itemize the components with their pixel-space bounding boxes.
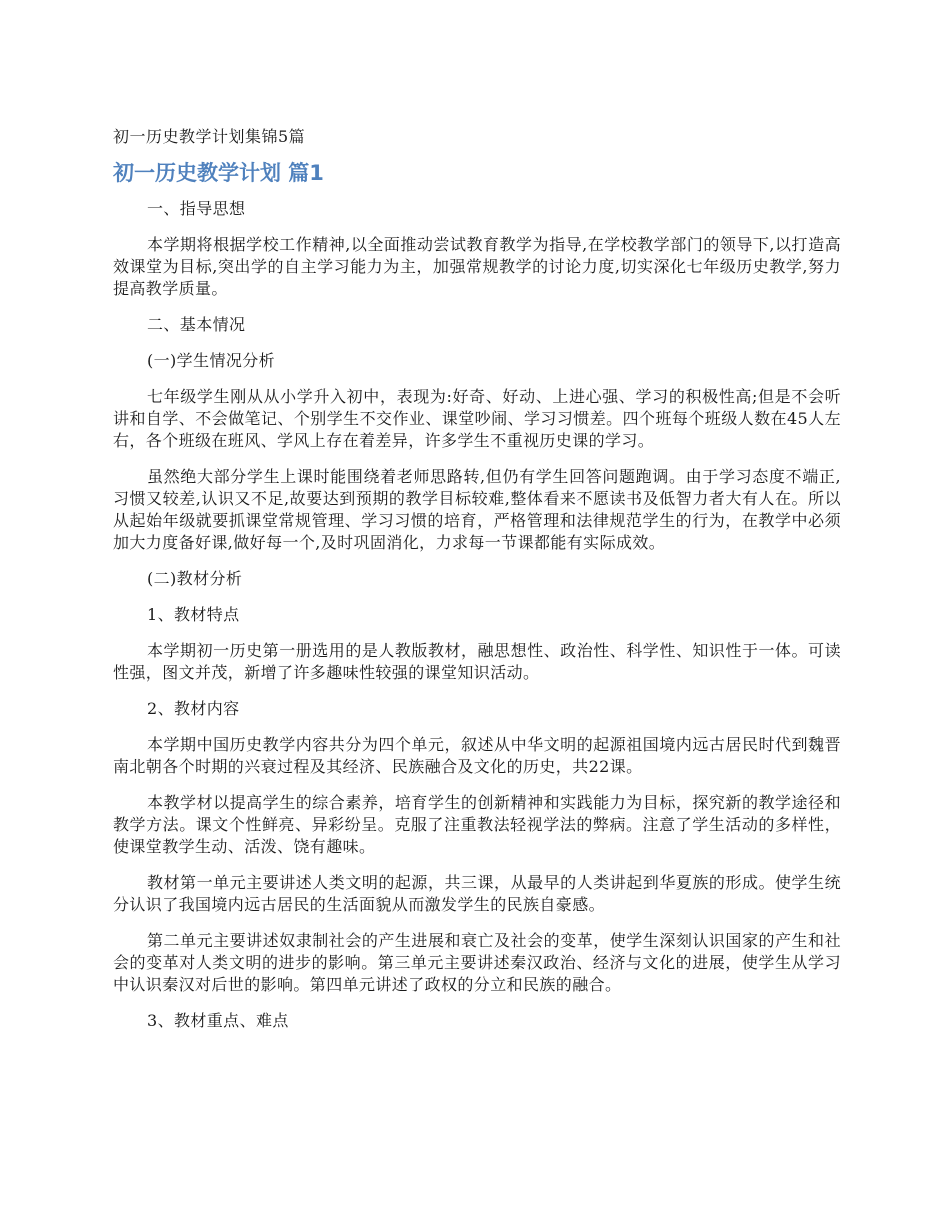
paragraph-textbook-content-2: 本教学材以提高学生的综合素养，培育学生的创新精神和实践能力为目标，探究新的教学途径和教学方法。课文个性鲜亮、异彩纷呈。克服了注重教法轻视学法的弊病。注意了学生活动的多样性，使课堂教学生动、活泼、饶有趣味。: [113, 793, 841, 856]
paragraph-textbook-content-1: 本学期中国历史教学内容共分为四个单元，叙述从中华文明的起源祖国境内远古居民时代到魏晋南北朝各个时期的兴衰过程及其经济、民族融合及文化的历史，共22课。: [113, 735, 841, 776]
heading-basic-situation: 二、基本情况: [147, 315, 246, 334]
paragraph-textbook-content-3: 教材第一单元主要讲述人类文明的起源，共三课，从最早的人类讲起到华夏族的形成。使学生统分认识了我国境内远古居民的生活面貌从而激发学生的民族自豪感。: [113, 873, 841, 914]
paragraph-textbook-content-4: 第二单元主要讲述奴隶制社会的产生进展和衰亡及社会的变革，使学生深刻认识国家的产生和社会的变革对人类文明的进步的影响。第三单元主要讲述秦汉政治、经济与文化的进展，使学生从学习中认识秦汉对后世的影响。第四单元讲述了政权的分立和民族的融合。: [113, 931, 841, 994]
paragraph-student-analysis-1: 七年级学生刚从从小学升入初中，表现为:好奇、好动、上进心强、学习的积极性高;但是不会听讲和自学、不会做笔记、个别学生不交作业、课堂吵闹、学习习惯差。四个班每个班级人数在45人左右，各个班级在班风、学风上存在着差异，许多学生不重视历史课的学习。: [113, 387, 841, 450]
heading-guiding-ideology: 一、指导思想: [147, 199, 246, 218]
section-heading: 初一历史教学计划 篇1: [113, 161, 324, 185]
heading-student-analysis: (一)学生情况分析: [147, 351, 276, 370]
paragraph-student-analysis-2: 虽然绝大部分学生上课时能围绕着老师思路转,但仍有学生回答问题跑调。由于学习态度不端正,习惯又较差,认识又不足,故要达到预期的教学目标较难,整体看来不愿读书及低智力者大有人在。所以从起始年级就要抓课堂常规管理、学习习惯的培育，严格管理和法律规范学生的行为，在教学中必须加大力度备好课,做好每一个,及时巩固消化，力求每一节课都能有实际成效。: [113, 467, 841, 552]
heading-textbook-analysis: (二)教材分析: [147, 569, 243, 588]
heading-key-points: 3、教材重点、难点: [147, 1011, 289, 1030]
heading-textbook-features: 1、教材特点: [147, 605, 240, 624]
document-page: [113, 124, 841, 1046]
heading-textbook-content: 2、教材内容: [147, 699, 240, 718]
paragraph-textbook-features: 本学期初一历史第一册选用的是人教版教材，融思想性、政治性、科学性、知识性于一体。可读性强，图文并茂，新增了许多趣味性较强的课堂知识活动。: [113, 641, 841, 682]
document-title: 初一历史教学计划集锦5篇: [113, 127, 306, 146]
paragraph-guiding-ideology: 本学期将根据学校工作精神,以全面推动尝试教育教学为指导,在学校教学部门的领导下,以打造高效课堂为目标,突出学的自主学习能力为主，加强常规教学的讨论力度,切实深化七年级历史教学,努力提高教学质量。: [113, 235, 841, 298]
